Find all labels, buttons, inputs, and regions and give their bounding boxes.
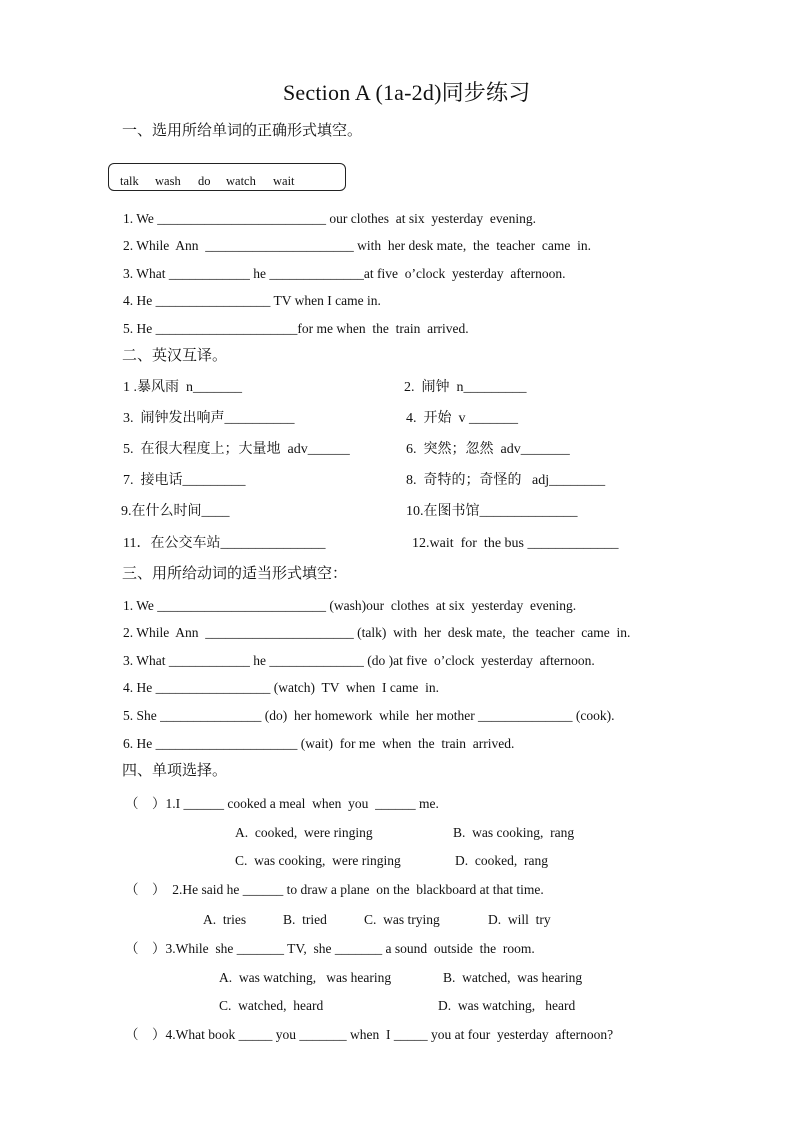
question-stem: （ ）1.I ______ cooked a meal when you ______ me. [125,796,439,811]
word-bank-word: talk [120,174,139,188]
exercise-line: 3. What ____________ he ______________at five o’clock yesterday afternoon. [123,266,566,281]
exercise-line: 3. What ____________ he ______________ (do )at five o’clock yesterday afternoon. [123,653,595,668]
exercise-line: 4. He _________________ TV when I came in. [123,293,381,308]
exercise-line: 1. We _________________________ our clothes at six yesterday evening. [123,211,536,226]
exercise-line: 4. He _________________ (watch) TV when I came in. [123,680,439,695]
exercise-line: 1. We _________________________ (wash)our clothes at six yesterday evening. [123,598,577,613]
translation-item: 3. 闹钟发出响声__________ [123,411,295,426]
exercise-line: 2. While Ann ______________________ (talk) with her desk mate, the teacher came in. [123,625,631,640]
word-bank-word: do [198,174,211,188]
answer-option: C. watched, heard [219,998,324,1013]
translation-item: 11．在公交车站_______________ [123,536,326,551]
translation-item: 8. 奇特的；奇怪的 adj________ [406,473,606,488]
exercise-line: 6. He _____________________ (wait) for me when the train arrived. [123,736,515,751]
translation-item: 10.在图书馆______________ [406,504,578,519]
translation-item: 9.在什么时间____ [121,504,230,519]
answer-option: D. was watching, heard [438,998,576,1013]
section-4-heading: 四、单项选择。 [122,763,228,779]
answer-option: B. tried [283,912,327,927]
answer-option: A. was watching, was hearing [219,970,392,985]
question-stem: （ ）4.What book _____ you _______ when I _____ you at four yesterday afternoon? [125,1027,614,1042]
translation-item: 1 .暴风雨 n_______ [123,380,242,395]
section-2-heading: 二、英汉互译。 [122,348,228,364]
translation-item: 2. 闹钟 n_________ [404,380,527,395]
translation-item: 5. 在很大程度上；大量地 adv______ [123,442,350,457]
translation-item: 12.wait for the bus _____________ [412,536,619,551]
answer-option: D. will try [488,912,551,927]
section-1-heading: 一、选用所给单词的正确形式填空。 [122,123,363,139]
answer-option: B. was cooking, rang [453,825,575,840]
page-title: Section A (1a-2d)同步练习 [283,80,531,105]
answer-option: C. was trying [364,912,440,927]
exercise-line: 5. She _______________ (do) her homework while her mother ______________ (cook). [123,708,615,723]
answer-option: C. was cooking, were ringing [235,853,401,868]
translation-item: 4. 开始 v _______ [406,411,518,426]
question-stem: （ ） 2.He said he ______ to draw a plane on the blackboard at that time. [125,882,544,897]
word-bank-word: watch [226,174,256,188]
answer-option: B. watched, was hearing [443,970,583,985]
word-bank-box [108,163,346,191]
translation-item: 6. 突然；忽然 adv_______ [406,442,570,457]
word-bank-word: wash [155,174,181,188]
word-bank-word: wait [273,174,295,188]
answer-option: A. tries [203,912,247,927]
exercise-line: 2. While Ann ______________________ with her desk mate, the teacher came in. [123,238,592,253]
answer-option: A. cooked, were ringing [235,825,373,840]
answer-option: D. cooked, rang [455,853,548,868]
exercise-line: 5. He _____________________for me when the train arrived. [123,321,469,336]
section-3-heading: 三、用所给动词的适当形式填空： [122,566,348,582]
translation-item: 7. 接电话_________ [123,473,246,488]
question-stem: （ ）3.While she _______ TV, she _______ a sound outside the room. [125,941,535,956]
